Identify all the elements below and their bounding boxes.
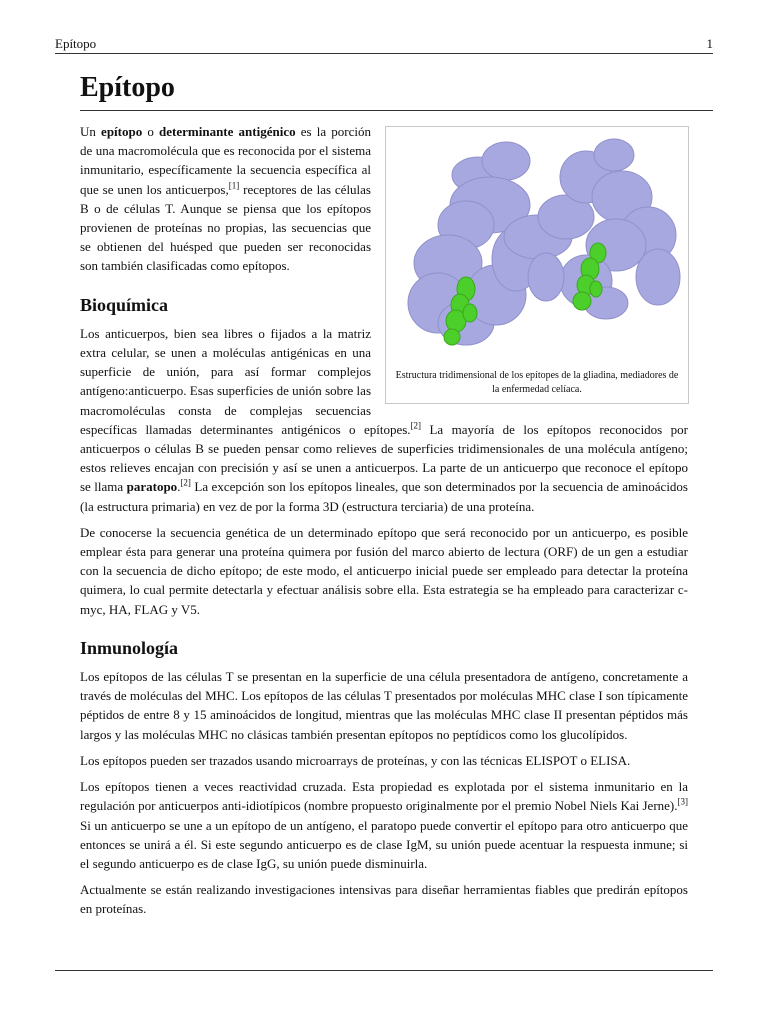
bio-paragraph-2: De conocerse la secuencia genética de un determinado epítopo que será reconocido por un anticuerpo, es posible emplear ésta para generar una proteína quimera por fusión del marco abierto de lectura (ORF) de un gen a estudiar con la secuencia de dicho epítopo; de este modo, el anticuerpo inicial puede ser empleado para detectar la proteína quimera, lo cual permite detectarla y efectuar análisis sobre ella. Esta estrategia se ha empleado para caracterizar c-myc, HA, FLAG y V5. bbox=[80, 524, 688, 617]
inmuno-paragraph-4: Actualmente se están realizando investigaciones intensivas para diseñar herramientas fiables que predirán epítopos en proteínas. bbox=[80, 882, 688, 917]
reference-1-link[interactable]: [1] bbox=[228, 180, 240, 191]
inmuno-text-2: Si un anticuerpo se une a un epítopo de un antígeno, el paratopo puede convertir el epítopo para otro anticuerpo que entonces se unirá a él. Si este segundo anticuerpo es de clase IgM, su unión puede acentuar la respuesta inmune; si el segundo anticuerpo es de clase IgG, su unión puede disminuirla. bbox=[80, 817, 688, 871]
inmuno-paragraph-1: Los epítopos de las células T se presentan en la superficie de una célula presentadora de antígeno, concretamente a través de moléculas del MHC. Los epítopos de las células T presentados por moléculas MHC clase I son típicamente péptidos de entre 8 y 15 aminoácidos de longitud, mientras que las moléculas MHC clase II presentan péptidos más largos y las moléculas MHC no clásicas también presentan epítopos no peptídicos como los glucolípidos. bbox=[80, 669, 688, 742]
intro-text-3: es la porción de una macromolécula que es reconocida por el sistema inmunitario, específicamente la secuencia específica al que se unen los anticuerpos, bbox=[80, 124, 371, 197]
inmuno-text-1: Los epítopos tienen a veces reactividad cruzada. Esta propiedad es explotada por el sistema inmunitario en la regulación por anticuerpos anti-idiotípicos (nombre propuesto originalmente por el premio Nobel Niels Kai Jerne). bbox=[80, 779, 688, 814]
figure-box bbox=[385, 126, 689, 404]
gliadin-structure-image bbox=[386, 127, 688, 367]
section-heading-inmunologia: Inmunología bbox=[80, 637, 179, 658]
page-title: Epítopo bbox=[80, 72, 175, 103]
footer-rule bbox=[55, 970, 713, 971]
bio-text-3: . bbox=[177, 479, 181, 495]
term-epitopo: epítopo bbox=[101, 124, 143, 139]
intro-text-2: o bbox=[142, 124, 160, 139]
article-body bbox=[80, 122, 688, 926]
inmuno-paragraph-2: Los epítopos pueden ser trazados usando microarrays de proteínas, y con las técnicas ELISPOT o ELISA. bbox=[80, 752, 631, 768]
running-header-title: Epítopo bbox=[55, 36, 97, 51]
bio-text-1: Los anticuerpos, bien sea libres o fijados a la matriz extra celular, se unen a moléculas antigénicas en una superficie de unión, para así formar complejos antígeno:anticuerpo. Esas superficies de unión sobre las macromoléculas consta de complejas secuencias específicas llamadas determinantes antigénicos o epítopes. bbox=[80, 325, 411, 437]
reference-2b-link[interactable]: [2] bbox=[180, 478, 191, 489]
header-rule bbox=[55, 53, 713, 54]
title-rule bbox=[80, 110, 713, 111]
bio-text-4: La excepción son los epítopos lineales, que son determinados por la secuencia de aminoácidos (la estructura primaria) en vez de por la forma 3D (estructura terciaria) de una proteína. bbox=[80, 479, 688, 514]
inmuno-paragraph-3 bbox=[80, 777, 688, 873]
section-heading-bioquimica: Bioquímica bbox=[80, 294, 169, 315]
bio-text-2: La mayoría de los epítopos reconocidos por anticuerpos o células B se pueden pensar como relieves de superficies tridimensionales de una molécula antígeno; estos relieves encajan con precisión y así se unen a anticuerpos. La parte de un anticuerpo que reconoce el epítopo se llama bbox=[80, 421, 688, 495]
intro-text-1: Un bbox=[80, 124, 102, 139]
intro-text-4: receptores de las células B o de células T. Aunque se piensa que los epítopos provienen de proteínas no propias, las secuencias que se obtienen del huésped que pueden ser reconocidas son también clasificadas como epítopos. bbox=[80, 181, 371, 274]
term-paratopo: paratopo bbox=[126, 479, 178, 495]
figure-caption: Estructura tridimensional de los epítopes de la gliadina, mediadores de la enfermedad celíaca. bbox=[395, 370, 679, 395]
reference-2-link[interactable]: [2] bbox=[410, 420, 422, 431]
reference-3-link[interactable]: [3] bbox=[677, 796, 688, 807]
page-number: 1 bbox=[706, 36, 713, 51]
term-determinante: determinante antigénico bbox=[159, 124, 296, 139]
